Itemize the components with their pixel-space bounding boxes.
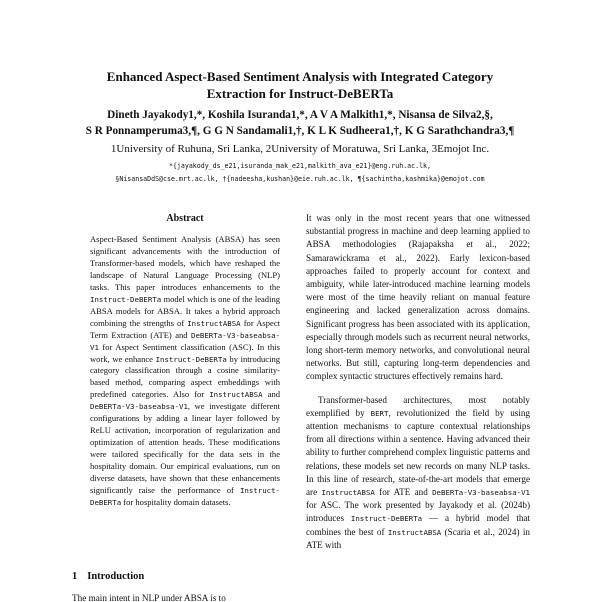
text-run: by introducing category classification through a cosine similarity-based method, comparing aspect embeddings with predefined categories. Also for (90, 353, 280, 400)
abstract-heading: Abstract (166, 213, 204, 224)
abstract-body (90, 234, 280, 509)
text-run: , revolutionized the field by using attention mechanisms to capture contextual relationships from all directions within a sentence. Having advanced their ability to further comprehend complex linguistic patterns and relations, these models set new records on many NLP tasks. In this line of research, state-of-the-art models that emerge are (306, 407, 530, 498)
text-run: Transformer-based architectures, most notably exemplified by (306, 394, 530, 418)
code-term: InstructABSA (321, 488, 375, 498)
affiliations: 1University of Ruhuna, Sri Lanka, 2University of Moratuwa, Sri Lanka, 3Emojot Inc. (110, 143, 490, 155)
section-number: 1 (72, 571, 78, 582)
title-line-2: Extraction for Instruct-DeBERTa (206, 86, 394, 101)
code-term: InstructABSA (387, 527, 442, 537)
author-line-2: S R Ponnamperuma3,¶, G G N Sandamali1,†, K L K Sudheera1,†, K G Sarathchandra3,¶ (85, 124, 515, 137)
author-line-1: Dineth Jayakody1,*, Koshila Isuranda1,*, A V A Malkith1,*, Nisansa de Silva2,§, (107, 109, 493, 121)
code-term: DeBERTa-V3-baseabsa-V1 (90, 402, 188, 412)
text-run: for Aspect Term Extraction (ATE) and (90, 317, 280, 340)
text-run: , we investigate different configurations by adding a linear layer followed by ReLU activation, incorporation of regularization and optimization of attention heads. These modifications were tailored specifically for the data sets in the hospitality domain. Our empirical evaluations, run on diverse datasets, have shown that these enhancements significantly raise the performance of (90, 401, 280, 496)
introduction-first-line: The main intent in NLP under ABSA is to (72, 593, 226, 602)
section-heading-introduction (72, 571, 154, 582)
text-run: for ATE and (374, 487, 433, 498)
author-list (30, 108, 570, 139)
paragraph-1: It was only in the most recent years that one witnessed substantial progress in machine and deep learning applied to ABSA methodologies (Rajapaksha et al., 2022; Samarawickrama et al., 2022). Early lexicon-based approaches failed to properly account for context and ambiguity, while later-introduced machine learning models were most of the time heavily reliant on manual feature engineering and lacked generalization across domains. Significant progress has been associated with its application, especially through models such as recurrent neural networks, long short-term memory networks, and convolutional neural networks. But still, capturing long-term dependencies and complex syntactic structures effectively remains hard. (306, 213, 530, 382)
code-term: Instruct-DeBERTa (90, 294, 162, 304)
text-run: for hospitality domain datasets. (121, 496, 231, 507)
paper-title (40, 68, 560, 102)
text-run: and (262, 389, 280, 400)
code-term: InstructABSA (209, 390, 263, 400)
section-title: Introduction (87, 571, 145, 582)
code-term: Instruct-DeBERTa (350, 514, 423, 524)
text-run: Aspect-Based Sentiment Analysis (ABSA) has seen significant advancements with the introduction of Transformer-based models, which have reshaped the landscape of Natural Language Processing (NLP) tasks. This paper introduces enhancements to the (90, 234, 280, 292)
code-term: DeBERTa-V3-baseabsa-V1 (432, 488, 530, 498)
text-run: model which is one of the leading ABSA models for ABSA. It takes a hybrid approach combining the strengths of (90, 293, 280, 328)
email-line-2: §NisansaDdS@cse.mrt.ac.lk, †{nadeesha,kushan}@eie.ruh.ac.lk, ¶{sachintha,kashmika}@emojot.com (115, 175, 485, 183)
text-run: (Scaria et al., 2024) in ATE with (306, 526, 530, 550)
code-term: BERT (370, 408, 389, 418)
text-run: for Aspect Sentiment classification (ASC). In this work, we enhance (90, 341, 280, 364)
paragraph-2 (306, 394, 530, 552)
title-line-1: Enhanced Aspect-Based Sentiment Analysis with Integrated Category (106, 69, 494, 84)
code-term: Instruct-DeBERTa (155, 354, 227, 364)
author-emails (20, 160, 580, 186)
left-column (90, 212, 280, 509)
code-term: InstructABSA (187, 318, 241, 328)
text-run: for ASC. The work presented by Jayakody et al. (2024b) introduces (306, 500, 530, 524)
text-run: — a hybrid model that combines the best of (306, 513, 531, 537)
code-term: DeBERTa-V3-baseabsa-V1 (90, 330, 280, 352)
email-line-1: *{jayakody_ds_e21,isuranda_mak_e21,malkith_ava_e21}@eng.ruh.ac.lk, (168, 162, 431, 170)
right-column (306, 212, 530, 552)
code-term: Instruct-DeBERTa (90, 486, 280, 507)
